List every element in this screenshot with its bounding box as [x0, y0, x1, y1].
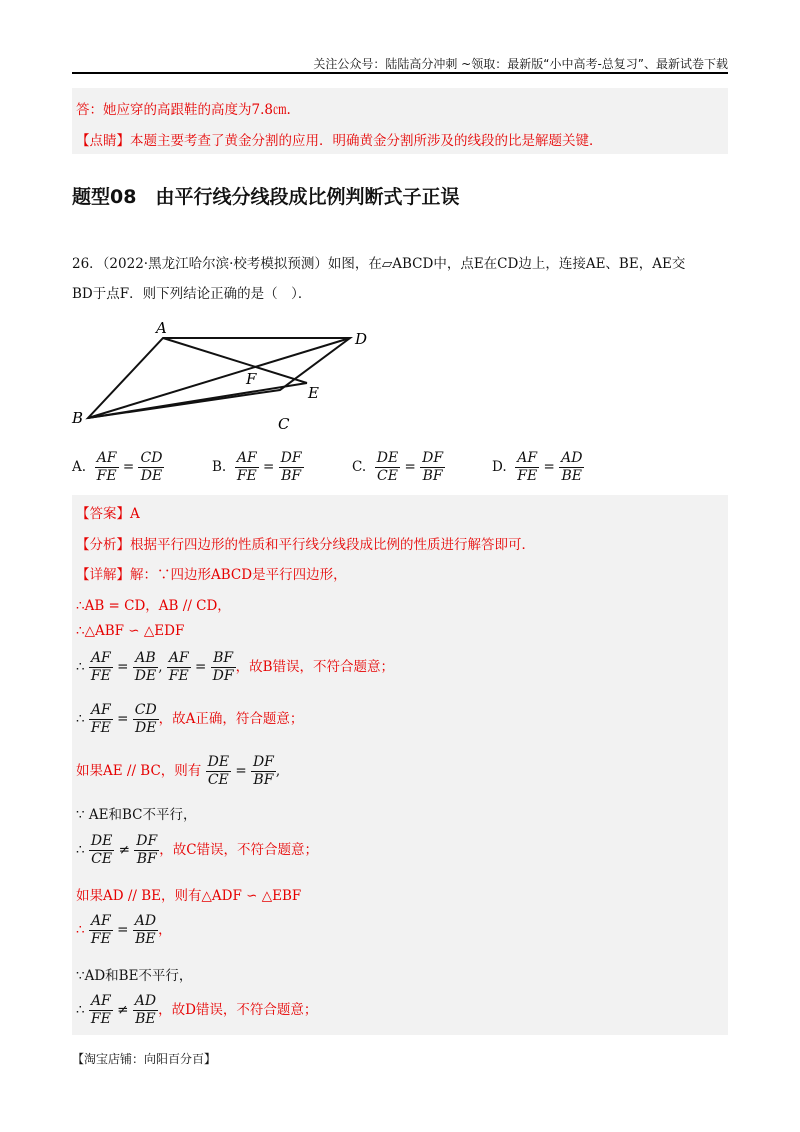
- option-a[interactable]: A. $\frac{AF}{FE}$ = $\frac{CD}{DE}$: [72, 450, 163, 484]
- detail-line-5: 如果AE // BC，则有 $\frac{DE}{CE}$ = $\frac{DF}{BF}$ ,: [76, 754, 281, 788]
- section-title: 题型08 由平行线分线段成比例判断式子正误: [72, 186, 460, 208]
- question-line-2: BD于点F．则下列结论正确的是（ ）．: [72, 286, 312, 302]
- question-line-1: 26．（2022·黑龙江哈尔滨·校考模拟预测）如图，在▱ABCD中，点E在CD边上，连接AE、BE，AE交: [72, 256, 686, 272]
- label-d: D: [355, 330, 368, 348]
- option-c[interactable]: C. $\frac{DE}{CE}$ = $\frac{DF}{BF}$: [352, 450, 444, 484]
- detail-line-3: ∴ $\frac{AF}{FE}$ = $\frac{AB}{DE}$ , $\frac{AF}{FE}$ = $\frac{BF}{DF}$ ，故B错误，不符合题意；: [76, 650, 394, 684]
- label-a: A: [156, 319, 167, 337]
- detail-line-2: ∴△ABF ∽ △EDF: [76, 623, 185, 639]
- segment-be: [88, 383, 307, 418]
- header-text: 关注公众号：陆陆高分冲刺 ~领取：最新版“小中高考-总复习”、最新试卷下载: [313, 57, 728, 71]
- detail-line-8: 如果AD // BE，则有△ADF ∽ △EBF: [76, 888, 302, 904]
- label-e: E: [308, 384, 319, 402]
- segment-bd: [88, 338, 350, 418]
- label-b: B: [72, 409, 84, 427]
- previous-comment: 【点睛】本题主要考查了黄金分割的应用．明确黄金分割所涉及的线段的比是解题关键．: [76, 133, 603, 149]
- analysis-line: 【分析】根据平行四边形的性质和平行线分线段成比例的性质进行解答即可．: [76, 537, 535, 553]
- page-header: [72, 52, 728, 74]
- detail-line-11: ∴ $\frac{AF}{FE}$ ≠ $\frac{AD}{BE}$ ，故D错误，不符合题意；: [76, 993, 318, 1027]
- footer-store: 【淘宝店铺：向阳百分百】: [72, 1052, 217, 1066]
- detail-line-1: ∴AB = CD，AB // CD，: [76, 598, 231, 614]
- previous-answer: 答：她应穿的高跟鞋的高度为7.8㎝.: [76, 102, 291, 118]
- detail-line-10: ∵AD和BE不平行，: [76, 968, 193, 984]
- label-c: C: [278, 415, 290, 433]
- detail-head: 【详解】解：∵四边形ABCD是平行四边形，: [76, 567, 347, 583]
- option-b[interactable]: B. $\frac{AF}{FE}$ = $\frac{DF}{BF}$: [212, 450, 302, 484]
- detail-line-6: ∵ AE和BC不平行，: [76, 807, 197, 823]
- detail-line-4: ∴ $\frac{AF}{FE}$ = $\frac{CD}{DE}$ ，故A正确，符合题意；: [76, 702, 304, 736]
- segment-ae: [163, 338, 307, 383]
- detail-line-7: ∴ $\frac{DE}{CE}$ ≠ $\frac{DF}{BF}$ ，故C错误，不符合题意；: [76, 833, 319, 867]
- answer-line: 【答案】A: [76, 506, 140, 522]
- detail-line-9: ∴ $\frac{AF}{FE}$ = $\frac{AD}{BE}$ ，: [76, 913, 172, 947]
- parallelogram-figure: [60, 318, 390, 438]
- label-f: F: [246, 370, 257, 388]
- option-d[interactable]: D. $\frac{AF}{FE}$ = $\frac{AD}{BE}$: [492, 450, 583, 484]
